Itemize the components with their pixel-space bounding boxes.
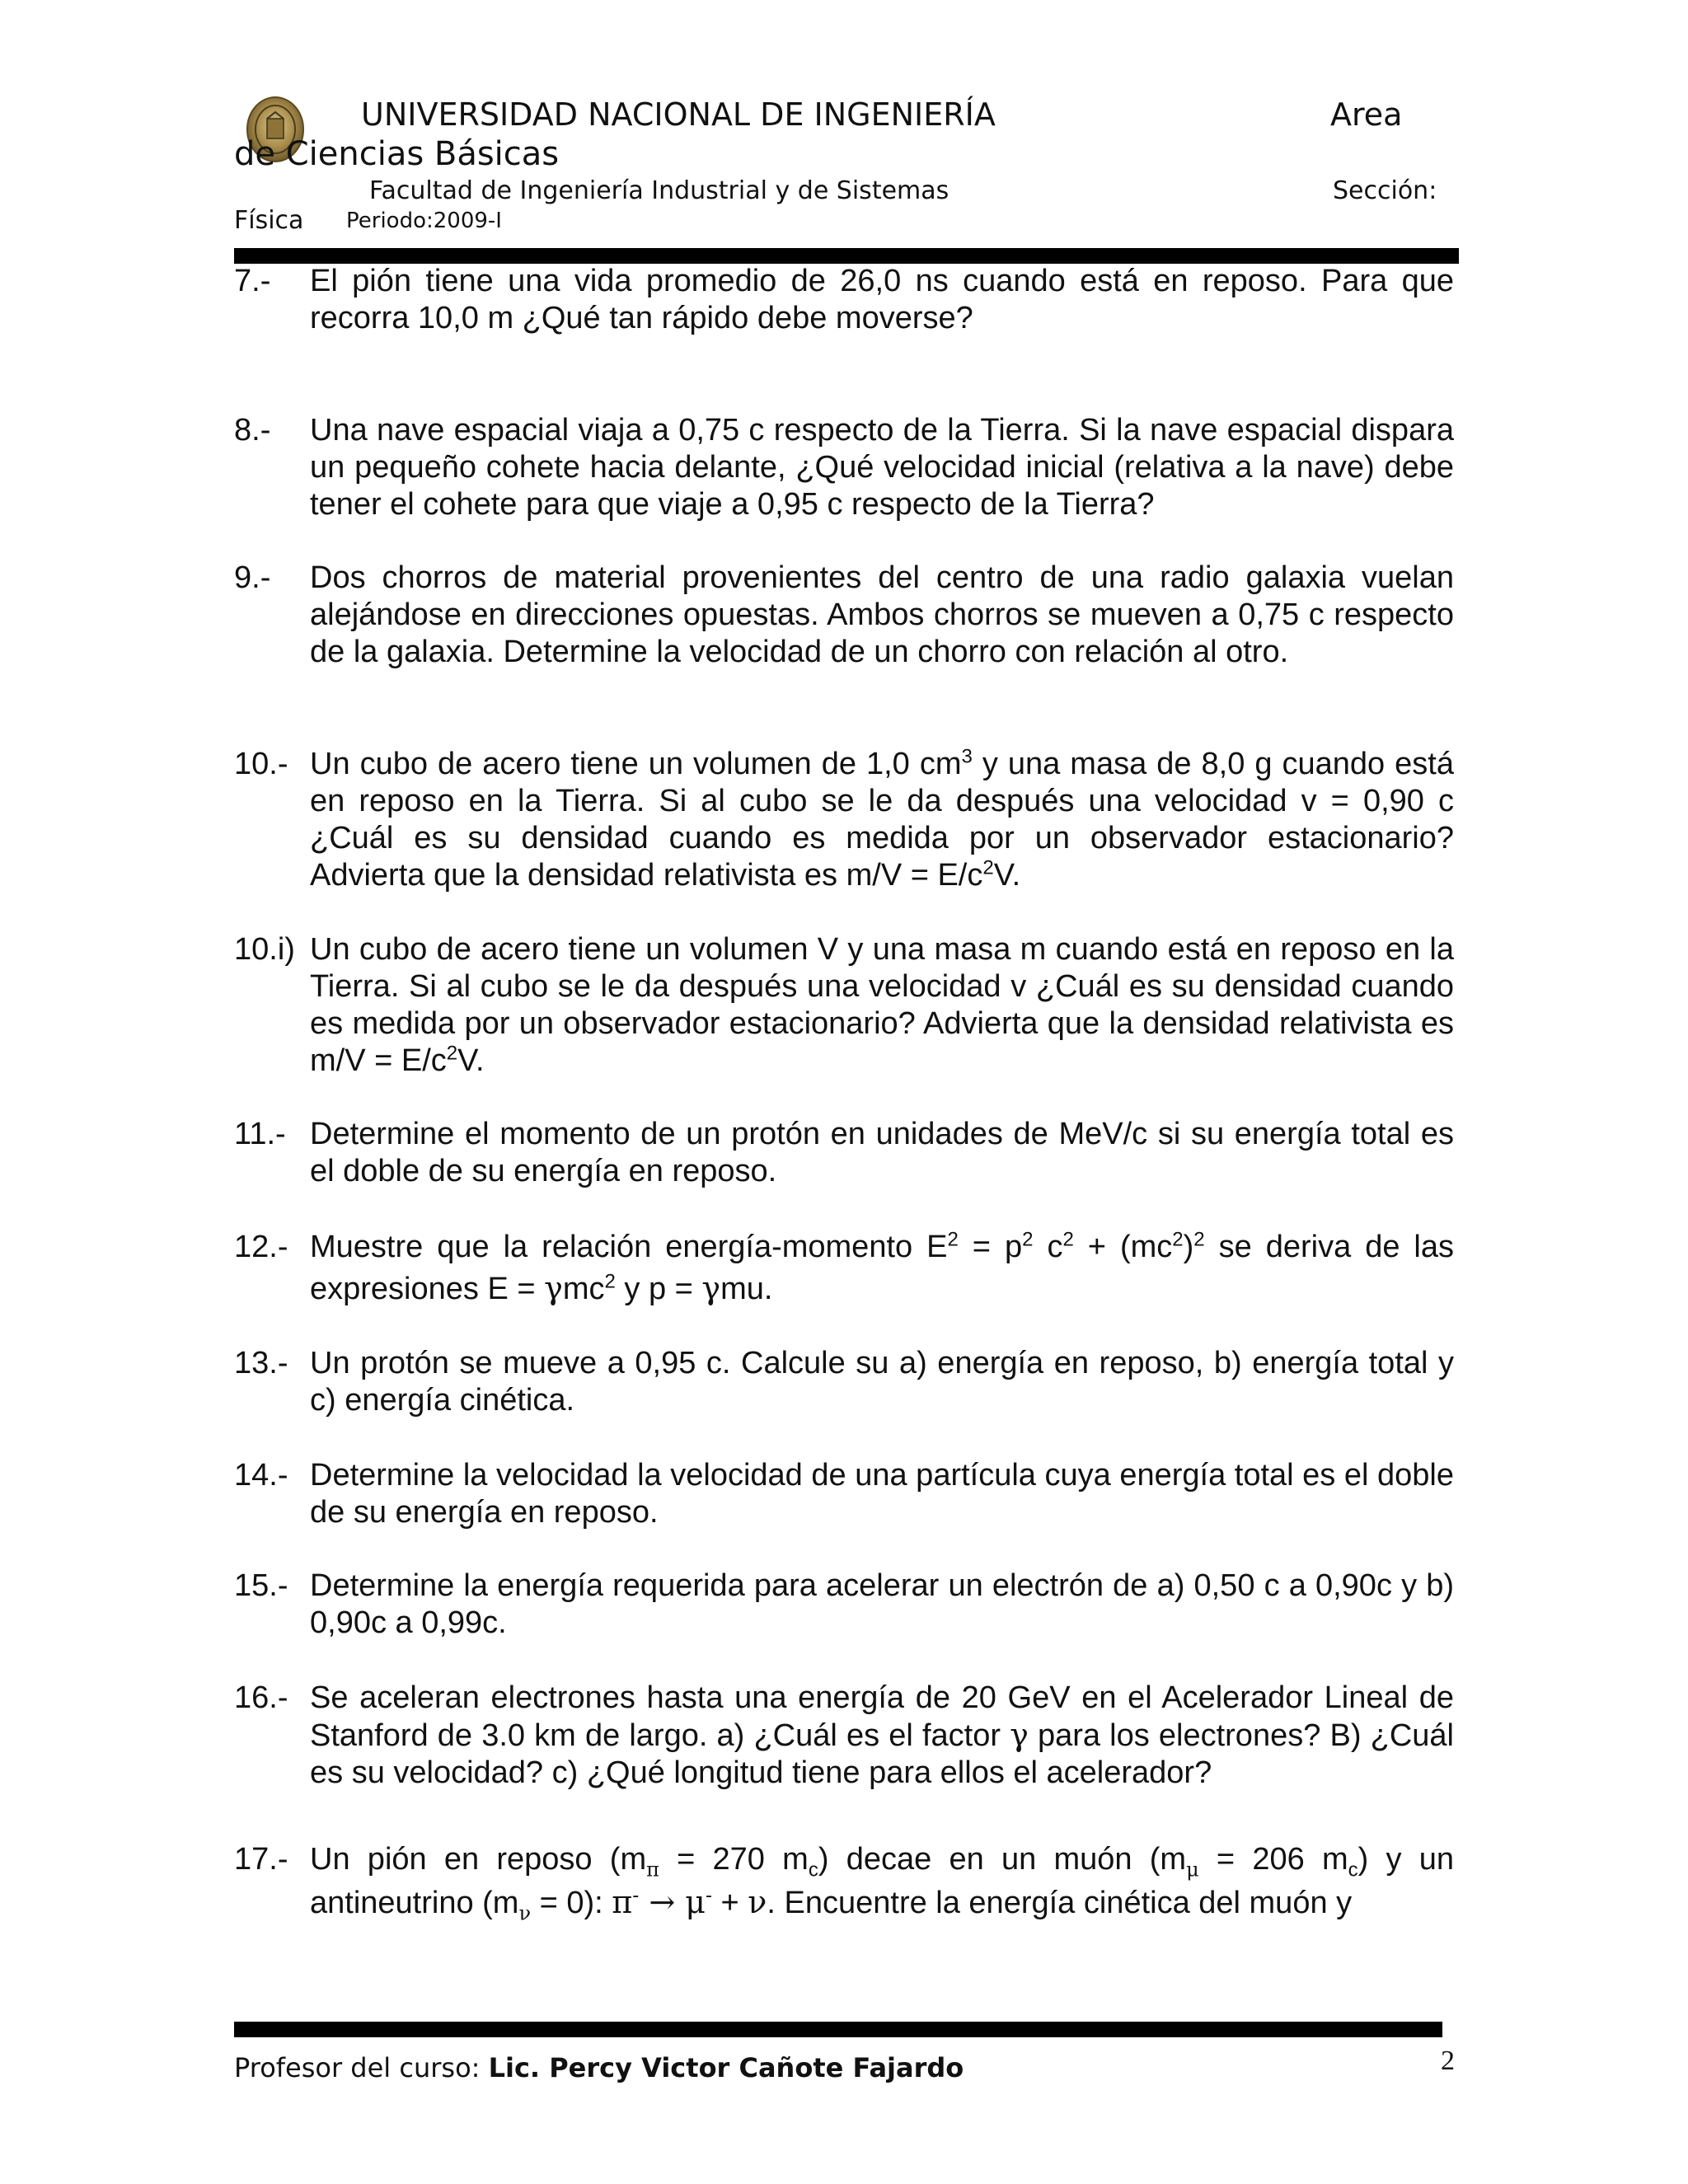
footer-divider [234, 2022, 1442, 2037]
problem-9 [234, 560, 1454, 671]
problem-8 [234, 412, 1454, 523]
problem-16 [234, 1680, 1454, 1792]
problem-10i [234, 931, 1454, 1080]
faculty-name: Facultad de Ingeniería Industrial y de Sistemas [369, 176, 950, 205]
problem-10 [234, 746, 1454, 894]
problem-number: 14.- [234, 1458, 288, 1493]
area-name: de Ciencias Básicas [234, 135, 560, 173]
problem-13 [234, 1345, 1454, 1419]
area-label: Area [1330, 96, 1403, 133]
problem-12 [234, 1226, 1454, 1310]
problem-17 [234, 1838, 1454, 1924]
problem-text: Determine la energía requerida para acelerar un electrón de a) 0,50 c a 0,90c y b) 0,90c a 0,99c. [310, 1568, 1454, 1640]
problem-number: 12.- [234, 1230, 288, 1264]
problem-number: 8.- [234, 413, 271, 448]
section-label: Sección: [1333, 176, 1437, 205]
period: Periodo:2009-I [346, 209, 502, 233]
problem-text: Un cubo de acero tiene un volumen de 1,0 $cm^3$ y una masa de 8,0 g cuando está en reposo en la Tierra. Si al cubo se le da después una velocidad v = 0,90 c ¿Cuál es su densidad cuando es medida por un observador estacionario? Advierta que la densidad relativista es $m/V = E/c^2V$. [310, 745, 1454, 893]
problem-text: Un pión en reposo ($m_\pi = 270$ $m_c$) decae en un muón ($m_\mu = 206$ $m_c$) y un antineutrino $(m_\nu = 0)$: π- → μ- + ν. Encuentre la energía cinética del muón y [310, 1842, 1454, 1925]
problem-text: Un protón se mueve a 0,95 c. Calcule su a) energía en reposo, b) energía total y c) energía cinética. [310, 1346, 1454, 1418]
problem-text: Un cubo de acero tiene un volumen V y una masa m cuando está en reposo en la Tierra. Si al cubo se le da después una velocidad v ¿Cuál es su densidad cuando es medida por un observador estacionario? Advierta que la densidad relativista es $m/V = E/c^2V$. [310, 932, 1454, 1078]
problem-number: 16.- [234, 1680, 288, 1715]
problem-number: 11.- [234, 1117, 286, 1151]
problem-text: Una nave espacial viaja a 0,75 c respecto de la Tierra. Si la nave espacial dispara un pequeño cohete hacia delante, ¿Qué velocidad inicial (relativa a la nave) debe tener el cohete para que viaje a 0,95 c respecto de la Tierra? [310, 413, 1454, 522]
page-number: 2 [1441, 2046, 1455, 2076]
problem-number: 7.- [234, 264, 271, 298]
problem-11 [234, 1116, 1454, 1190]
problem-number: 9.- [234, 560, 271, 595]
problem-number: 10.i) [234, 932, 295, 967]
problem-text: Determine la velocidad la velocidad de una partícula cuya energía total es el doble de su energía en reposo. [310, 1458, 1454, 1530]
problem-14 [234, 1457, 1454, 1531]
professor-credit: Profesor del curso: Lic. Percy Victor Cañote Fajardo [234, 2052, 964, 2083]
problem-text: El pión tiene una vida promedio de 26,0 ns cuando está en reposo. Para que recorra 10,0 m ¿Qué tan rápido debe moverse? [310, 264, 1454, 335]
professor-name: Lic. Percy Victor Cañote Fajardo [488, 2052, 964, 2083]
header-divider [234, 248, 1459, 264]
problem-text: Se aceleran electrones hasta una energía de 20 GeV en el Acelerador Lineal de Stanford de 3.0 km de largo. a) ¿Cuál es el factor γ para los electrones? B) ¿Cuál es su velocidad? c) ¿Qué longitud tiene para ellos el acelerador? [310, 1680, 1454, 1790]
problem-text: Dos chorros de material provenientes del centro de una radio galaxia vuelan alejándose en direcciones opuestas. Ambos chorros se mueven a 0,75 c respecto de la galaxia. Determine la velocidad de un chorro con relación al otro. [310, 560, 1454, 669]
problem-7 [234, 263, 1454, 337]
problem-number: 17.- [234, 1842, 288, 1877]
problem-text: Determine el momento de un protón en unidades de MeV/c si su energía total es el doble de su energía en reposo. [310, 1117, 1454, 1188]
problem-number: 13.- [234, 1346, 288, 1380]
problem-number: 15.- [234, 1568, 288, 1603]
subject-name: Física [234, 206, 304, 235]
university-name: UNIVERSIDAD NACIONAL DE INGENIERÍA [361, 96, 996, 133]
problem-15 [234, 1568, 1454, 1642]
problem-text: Muestre que la relación energía-momento $E^2 = p^2$ $c^2 + (mc^2)^2$ se deriva de las expresiones E = γmc$^2$ y p = γmu. [310, 1228, 1455, 1306]
problem-number: 10.- [234, 747, 288, 781]
